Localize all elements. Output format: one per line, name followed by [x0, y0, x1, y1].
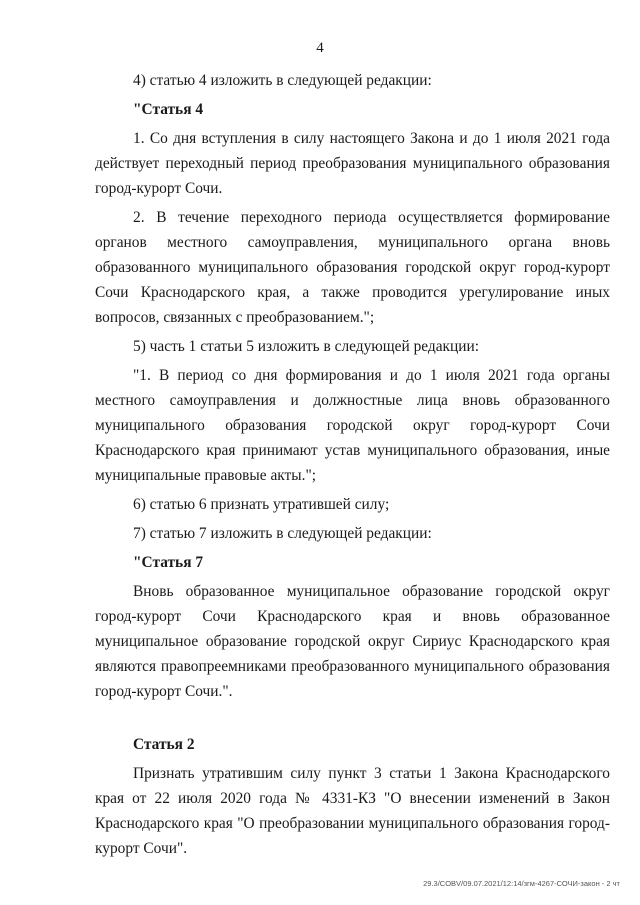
article-7-text: Вновь образованное муниципальное образование городской округ город-курорт Сочи Краснодарского края и вновь образованное муниципальное образование городской округ Сириус Краснодарского края являются правопреемниками преобразованного муниципального образования город-курорт Сочи.". — [95, 583, 610, 700]
article-4-heading: "Статья 4 — [133, 101, 204, 118]
article-4-paragraph-2: 2. В течение переходного периода осуществляется формирование органов местного самоуправления, муниципального органа вновь образованного муниципального образования городской округ город-курорт Сочи Краснодарского края, а также проводится урегулирование иных вопросов, связанных с преобразованием."; — [95, 209, 610, 326]
document-footer-code: 29.3/COBV/09.07.2021/12:14/згм-4267-СОЧИ-закон - 2 чт — [423, 879, 620, 888]
article-2-text: Признать утратившим силу пункт 3 статьи 1 Закона Краснодарского края от 22 июля 2020 года № 4331-КЗ "О внесении изменений в Закон Краснодарского края "О преобразовании муниципального образования город-курорт Сочи". — [95, 765, 610, 857]
amendment-item-7: 7) статью 7 изложить в следующей редакции: — [133, 525, 432, 542]
article-5-part-1: "1. В период со дня формирования и до 1 июля 2021 года органы местного самоуправления и должностные лица вновь образованного муниципального образования городской округ город-курорт Сочи Краснодарского края принимают устав муниципального образования, иные муниципальные правовые акты."; — [95, 367, 610, 484]
page-number: 4 — [316, 40, 324, 56]
amendment-item-6: 6) статью 6 признать утратившей силу; — [133, 496, 390, 513]
document-body — [95, 68, 610, 861]
article-2-heading: Статья 2 — [133, 736, 195, 753]
article-4-paragraph-1: 1. Со дня вступления в силу настоящего Закона и до 1 июля 2021 года действует переходный период преобразования муниципального образования город-курорт Сочи. — [95, 130, 610, 197]
amendment-item-4: 4) статью 4 изложить в следующей редакции: — [133, 72, 432, 89]
amendment-item-5: 5) часть 1 статьи 5 изложить в следующей редакции: — [133, 338, 480, 355]
article-7-heading: "Статья 7 — [133, 554, 204, 571]
